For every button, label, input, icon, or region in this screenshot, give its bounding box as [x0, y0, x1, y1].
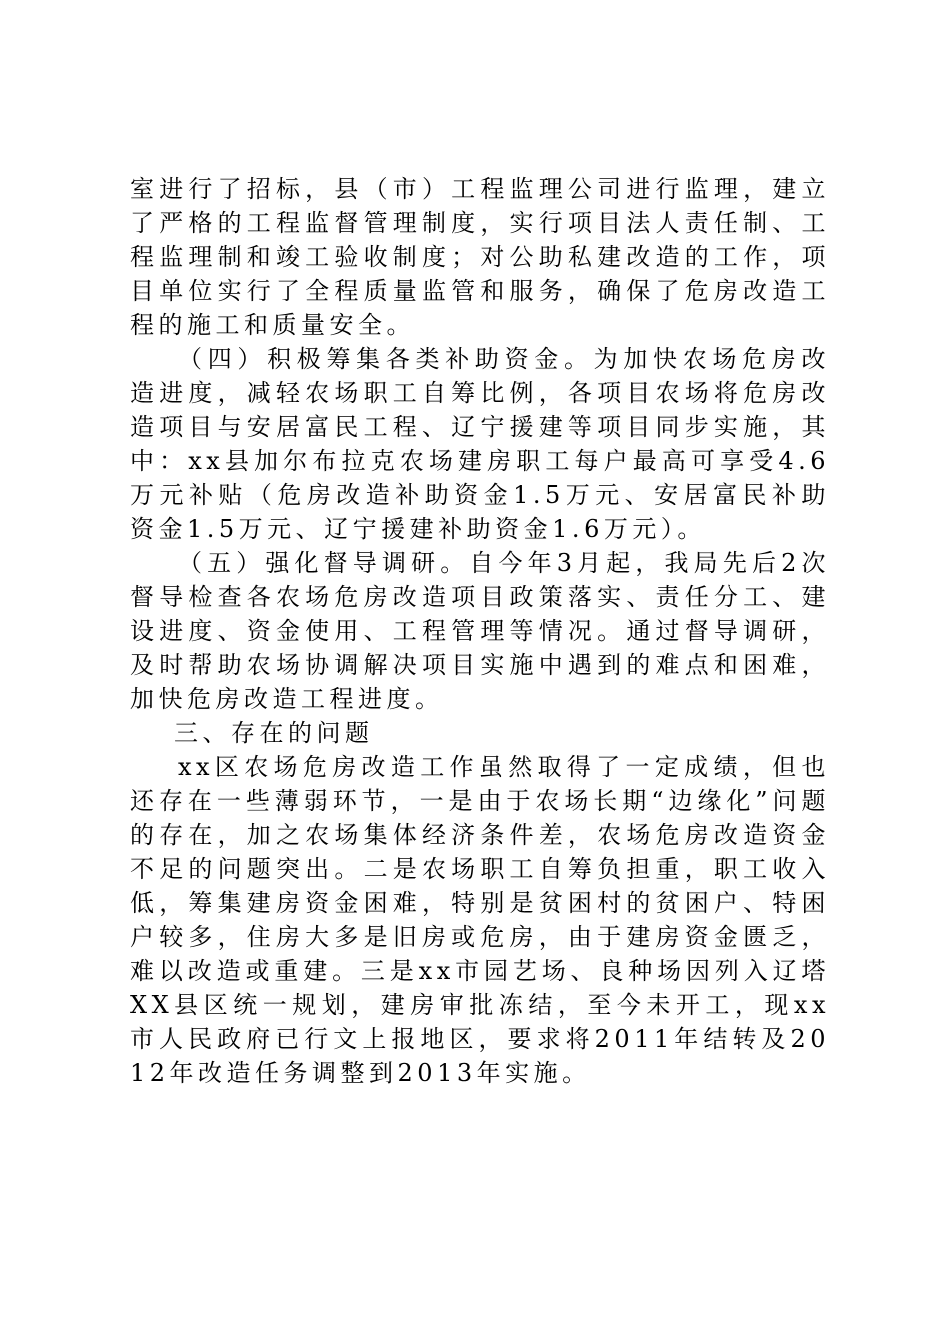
paragraph-inspection: （五）强化督导调研。自今年3月起，我局先后2次督导检查各农场危房改造项目政策落实、责任分工、建设进度、资金使用、工程管理等情况。通过督导调研，及时帮助农场协调解决项目实施中遇到的难点和困难，加快危房改造工程进度。 [130, 549, 830, 713]
paragraph-supervision-continued: 室进行了招标，县（市）工程监理公司进行监理，建立了严格的工程监督管理制度，实行项目法人责任制、工程监理制和竣工验收制度；对公助私建改造的工作，项目单位实行了全程质量监管和服务，确保了危房改造工程的施工和质量安全。 [130, 175, 830, 339]
document-body [130, 172, 830, 1090]
paragraph-funding: （四）积极筹集各类补助资金。为加快农场危房改造进度，减轻农场职工自筹比例，各项目农场将危房改造项目与安居富民工程、辽宁援建等项目同步实施，其中：xx县加尔布拉克农场建房职工每户最高可享受4.6万元补贴（危房改造补助资金1.5万元、安居富民补助资金1.5万元、辽宁援建补助资金1.6万元）。 [130, 345, 830, 543]
paragraph-problems: xx区农场危房改造工作虽然取得了一定成绩，但也还存在一些薄弱环节，一是由于农场长期“边缘化”问题的存在，加之农场集体经济条件差，农场危房改造资金不足的问题突出。二是农场职工自筹负担重，职工收入低，筹集建房资金困难，特别是贫困村的贫困户、特困户较多，住房大多是旧房或危房，由于建房资金匮乏，难以改造或重建。三是xx市园艺场、良种场因列入辽塔XX县区统一规划，建房审批冻结，至今未开工，现xx市人民政府已行文上报地区，要求将2011年结转及2012年改造任务调整到2013年实施。 [130, 753, 830, 1087]
section-heading-problems: 三、存在的问题 [174, 719, 374, 747]
